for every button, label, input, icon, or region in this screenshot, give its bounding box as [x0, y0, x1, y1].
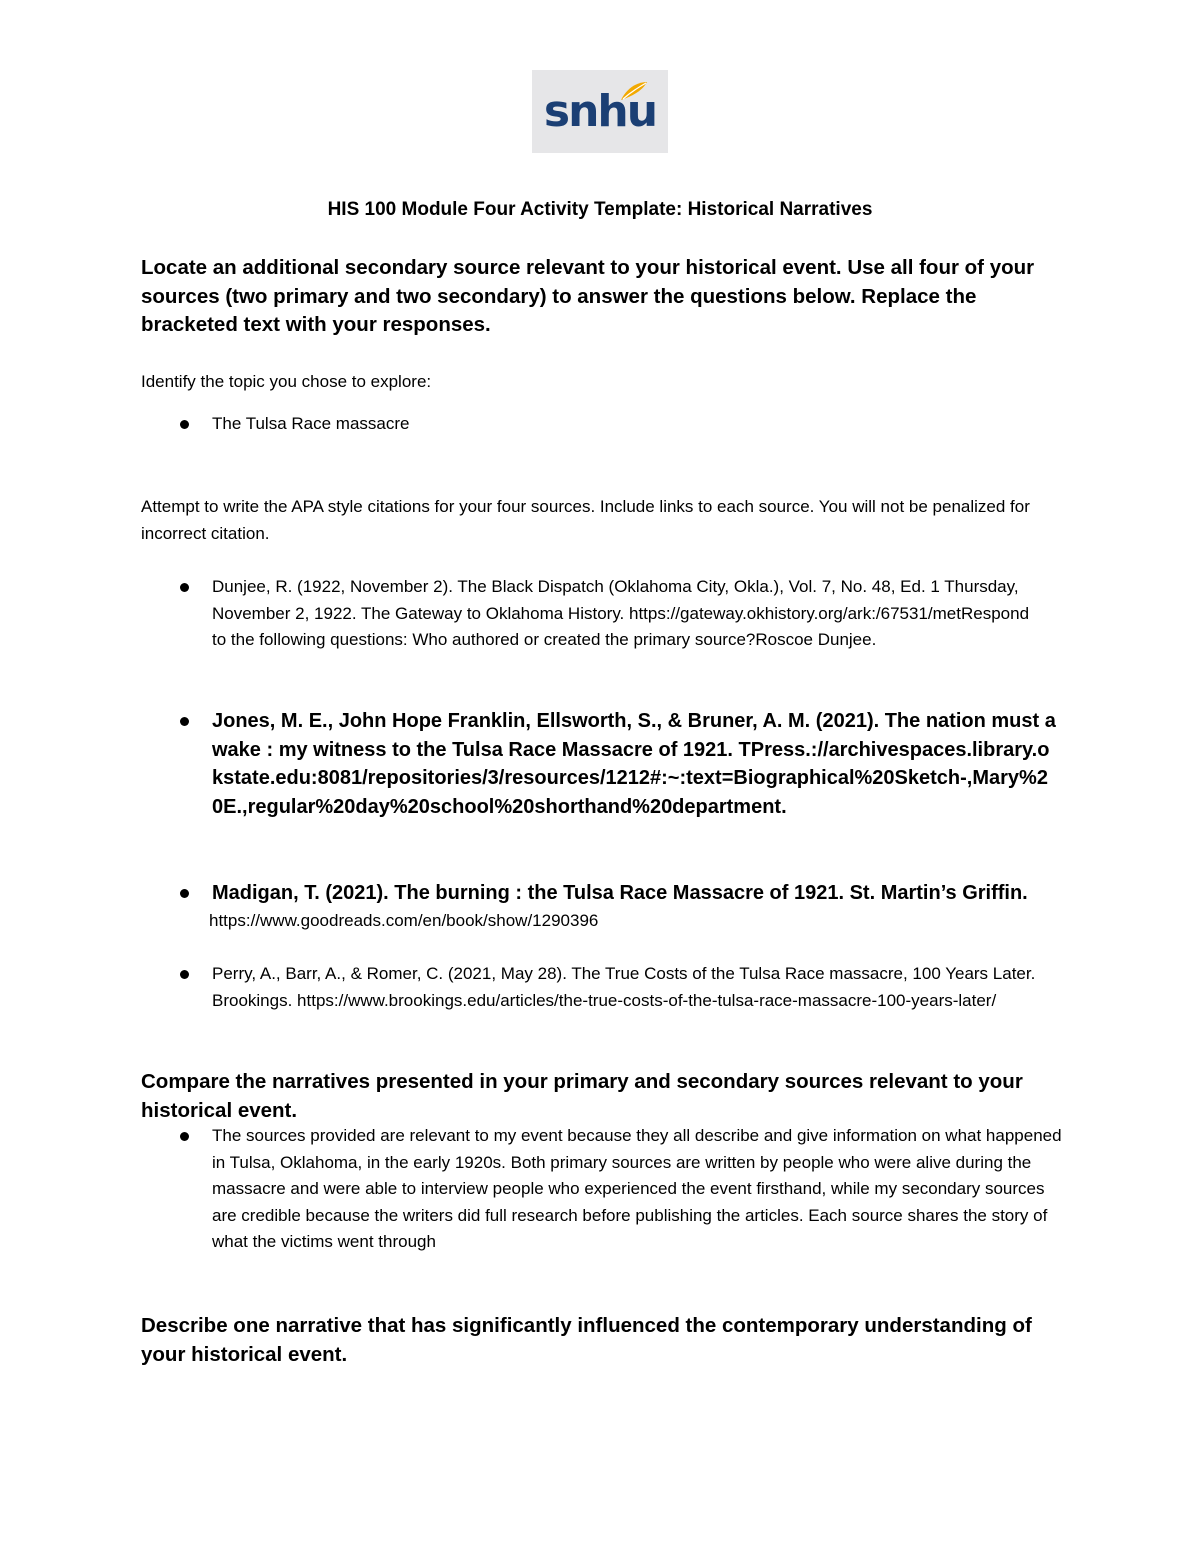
page-title: HIS 100 Module Four Activity Template: Historical Narratives	[327, 199, 873, 220]
bullet-dot	[180, 583, 186, 589]
bullet-dot	[180, 420, 186, 426]
citation-1: Dunjee, R. (1922, November 2). The Black Dispatch (Oklahoma City, Okla.), Vol. 7, No. 48, Ed. 1 Thursday, November 2, 1922. The Gateway to Oklahoma History. https://gateway.okhistory.org/ark:/67531/metRespond to the following questions: Who authored or created the primary source?Roscoe Dunjee.	[212, 577, 1030, 649]
logo-wordmark: snhu	[543, 86, 657, 137]
citation-3-link[interactable]: https://www.goodreads.com/en/book/show/1290396	[209, 911, 599, 930]
describe-prompt: Describe one narrative that has significantly influenced the contemporary understanding of your historical event.	[141, 1314, 1032, 1366]
bullet-dot	[180, 717, 186, 723]
topic-answer: The Tulsa Race massacre	[212, 414, 410, 433]
citation-2: Jones, M. E., John Hope Franklin, Ellsworth, S., & Bruner, A. M. (2021). The nation must awake : my witness to the Tulsa Race Massacre of 1921. TPress.://archivespaces.library.okstate.edu:8081/repositories/3/resources/1212#:~:text=Biographical%20Sketch-,Mary%20E.,regular%20day%20school%20shorthand%20department.	[212, 710, 1056, 818]
compare-answer: The sources provided are relevant to my event because they all describe and give information on what happened in Tulsa, Oklahoma, in the early 1920s. Both primary sources are written by people who were alive during the massacre and were able to interview people who experienced the event firsthand, while my secondary sources are credible because the writers did full research before publishing the articles. Each source shares the story of what the victims went through	[212, 1126, 1062, 1251]
bullet-dot	[180, 1132, 186, 1138]
citation-3: Madigan, T. (2021). The burning : the Tulsa Race Massacre of 1921. St. Martin’s Griffin.	[212, 882, 1028, 904]
bullet-dot	[180, 889, 186, 895]
citations-prompt: Attempt to write the APA style citations for your four sources. Include links to each source. You will not be penalized for incorrect citation.	[141, 497, 1030, 543]
bullet-dot	[180, 970, 186, 976]
snhu-logo	[532, 70, 668, 153]
topic-prompt: Identify the topic you chose to explore:	[141, 372, 432, 391]
compare-prompt: Compare the narratives presented in your primary and secondary sources relevant to your historical event.	[141, 1070, 1023, 1122]
intro-instructions: Locate an additional secondary source relevant to your historical event. Use all four of your sources (two primary and two secondary) to answer the questions below. Replace the bracketed text with your responses.	[141, 256, 1035, 336]
citation-4: Perry, A., Barr, A., & Romer, C. (2021, May 28). The True Costs of the Tulsa Race massacre, 100 Years Later. Brookings. https://www.brookings.edu/articles/the-true-costs-of-the-tulsa-race-massacre-100-years-later/	[212, 964, 1036, 1010]
